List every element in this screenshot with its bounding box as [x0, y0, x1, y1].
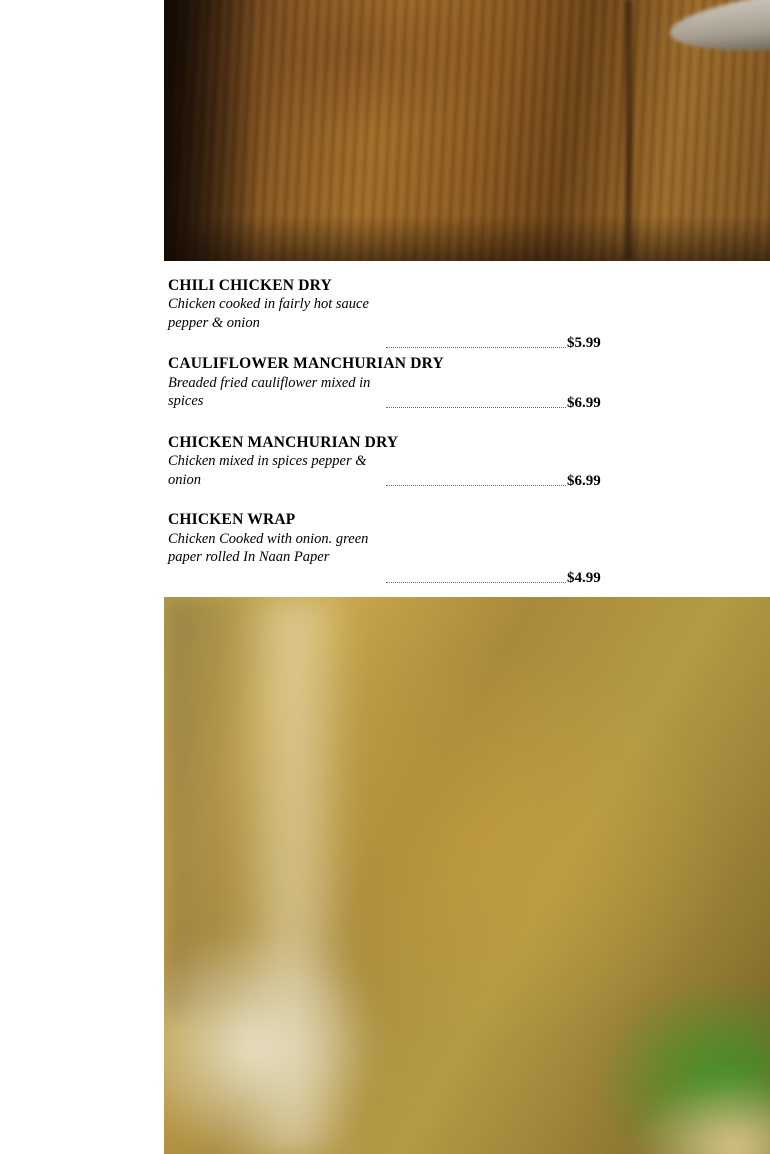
menu-item-body — [164, 530, 770, 586]
menu-item-body — [164, 452, 770, 489]
menu-item — [164, 354, 770, 410]
menu-item — [164, 276, 770, 352]
menu-item-price-row — [386, 473, 770, 490]
dot-leader — [386, 484, 566, 486]
menu-item-price: $4.99 — [567, 569, 601, 586]
menu-item — [164, 510, 770, 586]
menu-item — [164, 433, 770, 489]
menu-item-body — [164, 295, 770, 352]
menu-item-description: Chicken Cooked with onion. green paper rolled In Naan Paper — [168, 530, 369, 566]
dot-leader — [386, 346, 566, 348]
menu-item-description: Chicken cooked in fairly hot sauce pepper & onion — [168, 296, 369, 331]
menu-item-name: CHILI CHICKEN DRY — [168, 277, 332, 294]
photo-food-bottom — [164, 597, 770, 1154]
menu-item-price-row — [386, 395, 770, 412]
dot-leader — [386, 581, 566, 583]
photo-wooden-table-top — [164, 0, 770, 261]
menu-item-name: CHICKEN WRAP — [168, 511, 296, 529]
menu-item-price-row — [386, 570, 770, 587]
menu-item-price: $6.99 — [567, 394, 601, 411]
menu-item-price: $5.99 — [567, 335, 601, 352]
photo-bottom-shadow — [164, 215, 770, 261]
menu-item-name: CAULIFLOWER MANCHURIAN DRY — [168, 355, 444, 373]
photo-pale-blob — [164, 927, 384, 1154]
menu-item-list — [164, 276, 770, 586]
dot-leader — [386, 406, 566, 408]
photo-cream-blob — [634, 1077, 770, 1154]
menu-item-price: $6.99 — [567, 473, 601, 490]
menu-item-price-row — [386, 335, 770, 352]
menu-item-description: Chicken mixed in spices pepper & onion — [168, 453, 367, 488]
menu-item-name: CHICKEN MANCHURIAN DRY — [168, 433, 399, 451]
menu-item-body — [164, 374, 770, 411]
menu-item-description: Breaded fried cauliflower mixed in spices — [168, 374, 371, 410]
